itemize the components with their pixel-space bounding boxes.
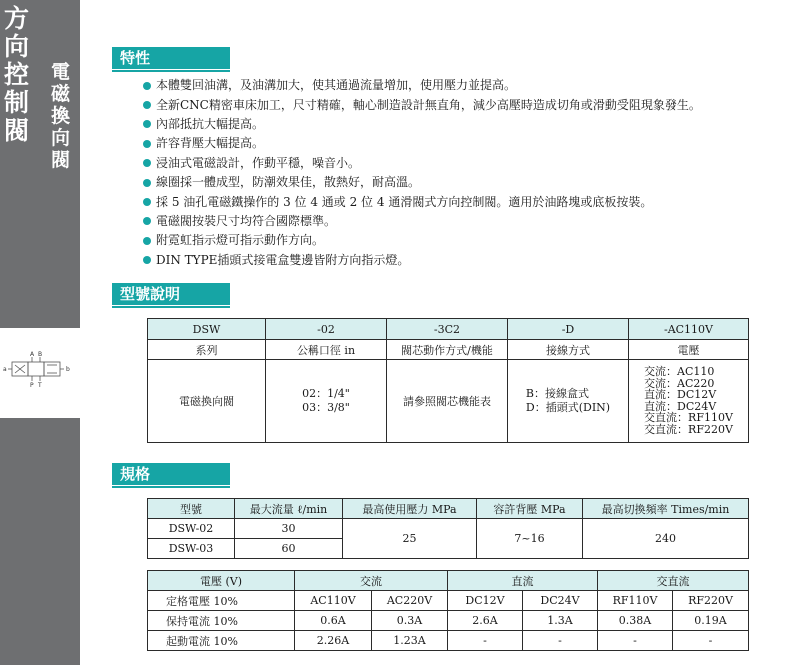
label-size: 公稱口徑 in (266, 340, 387, 360)
wiring-values (508, 360, 629, 443)
voltage-item: 交流：AC110 (644, 365, 715, 379)
voltage-values (629, 360, 749, 443)
vertical-subtitle (51, 63, 70, 173)
subtitle-char: 磁 (51, 83, 71, 105)
specs-header: 規格 (112, 463, 230, 485)
cell-value: - (673, 631, 749, 651)
symbol-label-A: A (30, 351, 35, 358)
spec1-back-pressure: 7~16 (477, 519, 583, 559)
cell-value: AC110V (295, 591, 372, 611)
bullet-icon (143, 101, 151, 109)
cell-value: RF110V (598, 591, 673, 611)
cell-value: 1.3A (523, 611, 598, 631)
row-label: 定格電壓 10% (148, 591, 295, 611)
bullet-icon (143, 120, 151, 128)
spec1-header-frequency: 最高切換頻率 Times/min (583, 499, 749, 519)
label-spool: 閥芯動作方式/機能 (387, 340, 508, 360)
features-header-rule (112, 70, 230, 72)
label-wiring: 接線方式 (508, 340, 629, 360)
size-item: 03：3/8" (302, 401, 350, 414)
feature-item (143, 134, 701, 153)
spec1-header-flow: 最大流量 ℓ/min (235, 499, 343, 519)
cell-value: - (598, 631, 673, 651)
spec-table-electrical (147, 570, 749, 651)
valve-symbol-icon (2, 350, 80, 390)
feature-text: 許容背壓大幅提高。 (156, 136, 265, 151)
bullet-icon (143, 256, 151, 264)
row-label: 保持電流 10% (148, 611, 295, 631)
model-code-row (148, 319, 749, 340)
spec2-voltage-label: 電壓 (V) (148, 571, 295, 591)
table-row (148, 591, 749, 611)
bullet-icon (143, 159, 151, 167)
bullet-icon (143, 179, 151, 187)
spec1-header-back-pressure: 容許背壓 MPa (477, 499, 583, 519)
feature-text: 電磁閥按裝尺寸均符合國際標準。 (156, 213, 337, 228)
cell-value: - (448, 631, 523, 651)
code-voltage: -AC110V (629, 319, 749, 340)
symbol-box-right (44, 362, 60, 376)
spec1-flow: 60 (235, 539, 343, 559)
title-char: 向 (4, 32, 30, 61)
code-series: DSW (148, 319, 266, 340)
spec1-header-pressure: 最高使用壓力 MPa (343, 499, 477, 519)
features-header: 特性 (112, 47, 230, 69)
feature-text: 採 5 油孔電磁鐵操作的 3 位 4 通或 2 位 4 通滑閥式方向控制閥。適用於油路塊或底板按裝。 (156, 194, 653, 209)
size-item: 02：1/4" (302, 387, 350, 400)
title-char: 閥 (4, 116, 30, 145)
code-spool: -3C2 (387, 319, 508, 340)
specs-header-rule (112, 486, 230, 488)
cell-value: 1.23A (372, 631, 448, 651)
voltage-item: 直流：DC24V (644, 399, 717, 413)
bullet-icon (143, 198, 151, 206)
model-value-row (148, 360, 749, 443)
table-row (148, 631, 749, 651)
cell-value: 0.6A (295, 611, 372, 631)
spec2-header-row (148, 571, 749, 591)
feature-list (143, 76, 701, 270)
spec1-flow: 30 (235, 519, 343, 539)
cell-value: 0.19A (673, 611, 749, 631)
cell-value: AC220V (372, 591, 448, 611)
feature-item (143, 95, 701, 114)
sidebar-bottom-band (0, 418, 80, 665)
feature-item (143, 115, 701, 134)
spec1-frequency: 240 (583, 519, 749, 559)
bullet-icon (143, 140, 151, 148)
spec1-model: DSW-03 (148, 539, 235, 559)
symbol-label-a: a (3, 366, 7, 373)
feature-text: 線圈採一體成型，防潮效果佳，散熱好，耐高溫。 (156, 175, 421, 190)
code-size: -02 (266, 319, 387, 340)
spec2-group-ac: 交流 (295, 571, 448, 591)
title-char: 控 (4, 60, 30, 89)
bullet-icon (143, 217, 151, 225)
title-char: 方 (4, 4, 30, 33)
model-label-row (148, 340, 749, 360)
subtitle-char: 向 (51, 127, 71, 149)
feature-item (143, 192, 701, 211)
symbol-box-center (28, 362, 44, 376)
cell-value: - (523, 631, 598, 651)
table-row (148, 519, 749, 539)
row-label: 起動電流 10% (148, 631, 295, 651)
feature-item (143, 212, 701, 231)
model-header: 型號說明 (112, 283, 230, 305)
label-voltage: 電壓 (629, 340, 749, 360)
feature-item (143, 154, 701, 173)
model-table (147, 318, 749, 443)
feature-item (143, 251, 701, 270)
symbol-label-P: P (30, 382, 34, 389)
label-series: 系列 (148, 340, 266, 360)
cell-value: DC12V (448, 591, 523, 611)
cell-value: DC24V (523, 591, 598, 611)
symbol-label-B: B (38, 351, 43, 358)
spec1-header-row (148, 499, 749, 519)
spec1-model: DSW-02 (148, 519, 235, 539)
size-values (266, 360, 387, 443)
feature-item (143, 173, 701, 192)
vertical-title (4, 6, 29, 146)
cell-value: 2.6A (448, 611, 523, 631)
voltage-item: 交直流：RF110V (644, 411, 733, 425)
spool-value: 請參照閥芯機能表 (387, 360, 508, 443)
cell-value: 2.26A (295, 631, 372, 651)
cell-value: RF220V (673, 591, 749, 611)
symbol-label-b: b (66, 366, 70, 373)
feature-text: 全新CNC精密車床加工，尺寸精確，軸心制造設計無直角，減少高壓時造成切角或滑動受阻現象發生。 (156, 97, 701, 112)
spec1-header-model: 型號 (148, 499, 235, 519)
feature-item (143, 76, 701, 95)
code-wiring: -D (508, 319, 629, 340)
voltage-item: 直流：DC12V (644, 388, 717, 402)
feature-item (143, 231, 701, 250)
spec-table-flow (147, 498, 749, 559)
feature-text: 附霓虹指示燈可指示動作方向。 (156, 233, 325, 248)
title-char: 制 (4, 88, 30, 117)
subtitle-char: 電 (51, 61, 71, 83)
feature-text: 浸油式電磁設計，作動平穩，噪音小。 (156, 155, 361, 170)
spec2-group-acdc: 交直流 (598, 571, 749, 591)
size-list (302, 387, 350, 415)
bullet-icon (143, 82, 151, 90)
voltage-item: 交直流：RF220V (644, 422, 733, 436)
cell-value: 0.3A (372, 611, 448, 631)
table-row (148, 611, 749, 631)
voltage-item: 交流：AC220 (644, 376, 715, 390)
spec1-pressure: 25 (343, 519, 477, 559)
model-header-rule (112, 306, 230, 308)
spec2-group-dc: 直流 (448, 571, 598, 591)
wiring-item: B：接線盒式 (525, 387, 589, 400)
feature-text: DIN TYPE插頭式接電盒雙邊皆附方向指示燈。 (156, 252, 410, 267)
feature-text: 內部抵抗大幅提高。 (156, 116, 265, 131)
voltage-list (644, 366, 733, 435)
symbol-label-T: T (38, 382, 42, 389)
wiring-list (526, 387, 610, 415)
cell-value: 0.38A (598, 611, 673, 631)
wiring-item: D：插頭式(DIN) (525, 401, 611, 414)
subtitle-char: 換 (51, 105, 71, 127)
series-value: 電磁換向閥 (148, 360, 266, 443)
feature-text: 本體雙回油溝，及油溝加大，使其通過流量增加，使用壓力並提高。 (156, 78, 517, 93)
bullet-icon (143, 237, 151, 245)
subtitle-char: 閥 (51, 149, 71, 171)
